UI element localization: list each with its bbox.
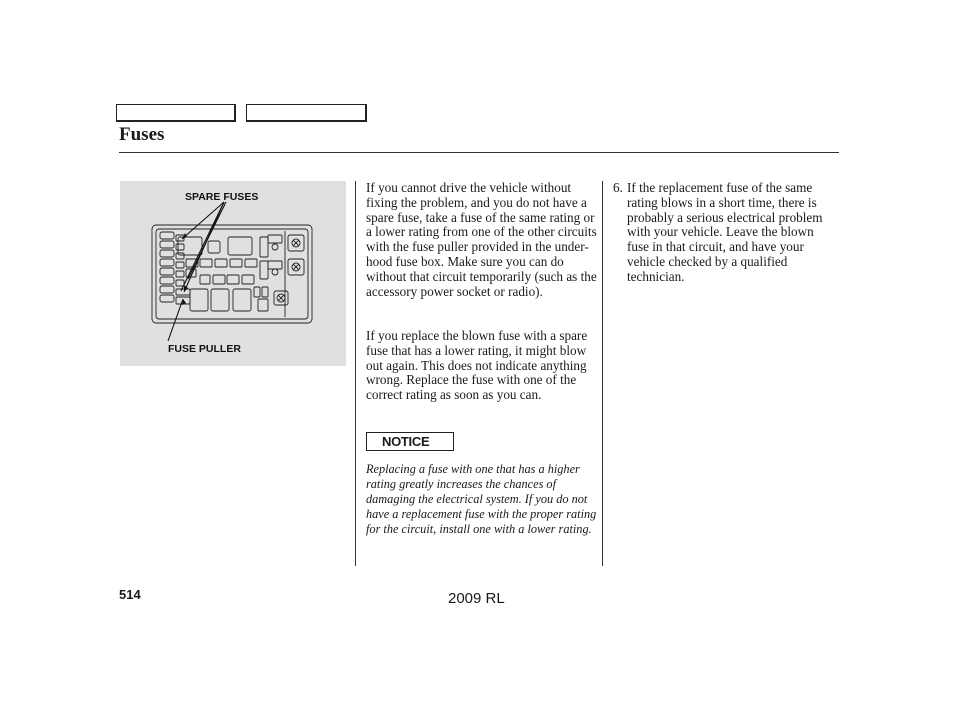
fuse-puller-label: FUSE PULLER bbox=[168, 343, 241, 355]
title-divider bbox=[119, 152, 839, 153]
step-number: 6. bbox=[613, 180, 623, 195]
spare-fuses-label: SPARE FUSES bbox=[185, 191, 259, 203]
nav-tab-2[interactable] bbox=[246, 104, 367, 122]
fuse-box-figure bbox=[120, 181, 346, 366]
notice-text: Replacing a fuse with one that has a higher rating greatly increases the chances of damaging the electrical system. If you do not have a replacement fuse with the proper rating for the circuit, install one with a lower rating. bbox=[366, 462, 597, 536]
paragraph-lower-rating: If you replace the blown fuse with a spare fuse that has a lower rating, it might blow out again. This does not indicate anything wrong. Replace the fuse with one of the correct rating as soon as you can. bbox=[366, 328, 588, 403]
column-divider-2 bbox=[602, 181, 603, 566]
page-title: Fuses bbox=[119, 124, 165, 145]
paragraph-no-spare-fuse: If you cannot drive the vehicle without fixing the problem, and you do not have a spare fuse, take a fuse of the same rating or a lower rating from one of the other circuits with the fuse puller provided in the under-hood fuse box. Make sure you can do without that circuit temporarily (such as the accessory power socket or radio). bbox=[366, 180, 597, 299]
model-footer: 2009 RL bbox=[448, 590, 505, 607]
nav-tab-1[interactable] bbox=[116, 104, 236, 122]
step-6 bbox=[613, 181, 837, 285]
step-text: If the replacement fuse of the same rating blows in a short time, there is probably a serious electrical problem with your vehicle. Leave the blown fuse in that circuit, and have your vehicle checked by a qualified technician. bbox=[627, 180, 823, 284]
notice-badge: NOTICE bbox=[366, 432, 454, 451]
column-divider-1 bbox=[355, 181, 356, 566]
fuse-box-illustration bbox=[120, 181, 346, 366]
page-number: 514 bbox=[119, 587, 141, 602]
